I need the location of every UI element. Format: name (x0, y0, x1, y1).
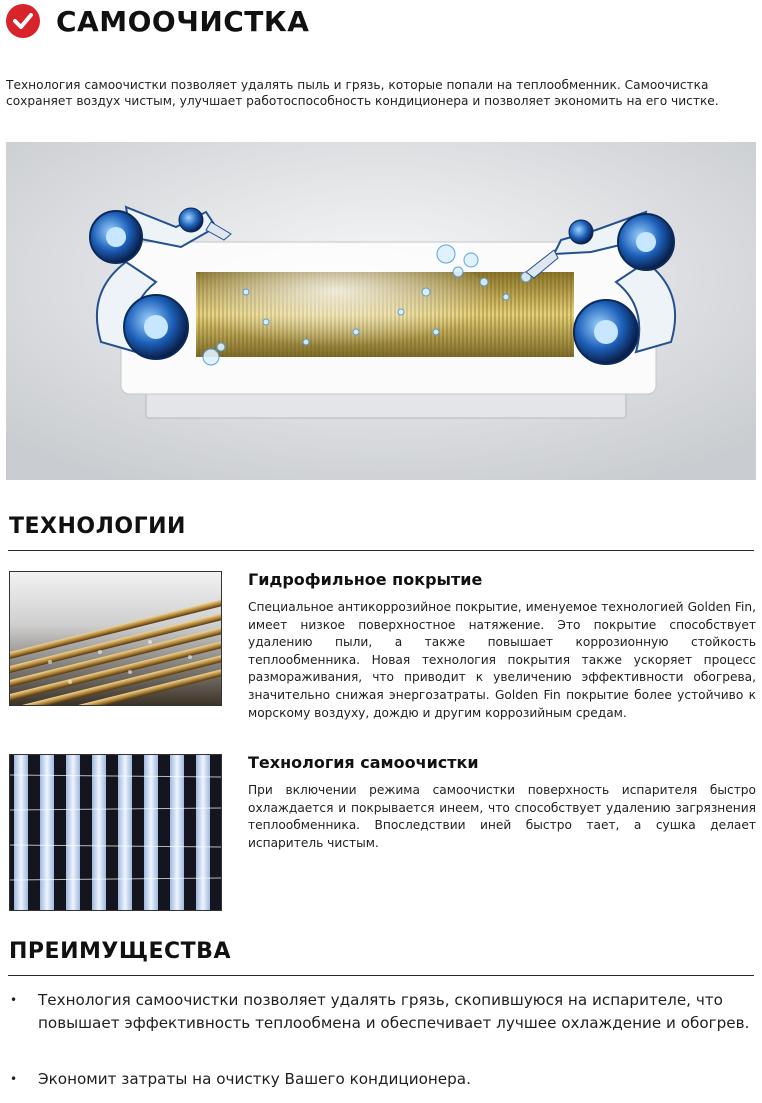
hydrophilic-coating-image (9, 571, 222, 706)
self-cleaning-frost-image (9, 754, 222, 911)
section-title-advantages: ПРЕИМУЩЕСТВА (9, 939, 231, 964)
section-divider (8, 975, 754, 976)
advantage-item: • Технология самоочистки позволяет удалять грязь, скопившуюся на испарителе, что повышает эффективность теплообмена и обеспечивает лучшее охлаждение и обогрев. (8, 989, 756, 1035)
tech-heading-self-cleaning: Технология самоочистки (248, 753, 479, 772)
page-header (6, 4, 309, 38)
intro-paragraph: Технология самоочистки позволяет удалять пыль и грязь, которые попали на теплообменник. Самоочистка сохраняет воздух чистым, улучшает работоспособность кондиционера и позволяет экономить на его чистке. (6, 78, 719, 108)
check-circle-icon (6, 4, 40, 38)
bullet-icon: • (10, 993, 18, 1007)
advantage-item: • Экономит затраты на очистку Вашего кондиционера. (8, 1068, 756, 1091)
section-title-technologies: ТЕХНОЛОГИИ (9, 514, 186, 539)
bullet-icon: • (10, 1072, 18, 1086)
tech-text-hydrophilic: Специальное антикоррозийное покрытие, именуемое технологией Golden Fin, имеет низкое поверхностное натяжение. Это покрытие способствует удалению пыли, а также повышает коррозионную стойкость теплообменника. Новая технология покрытия также ускоряет процесс размораживания, что приводит к увеличению эффективности обогрева, значительно снижая энергозатраты. Golden Fin покрытие более устойчиво к морскому воздуху, дождю и другим коррозийным средам. (248, 600, 756, 720)
tech-text-self-cleaning: При включении режима самоочистки поверхность испарителя быстро охлаждается и покрывается инеем, что способствует удалению загрязнения теплообменника. Впоследствии иней быстро тает, а сушка делает испаритель чистым. (248, 783, 756, 850)
section-divider (8, 550, 754, 551)
hero-image (6, 142, 756, 480)
tech-heading-hydrophilic: Гидрофильное покрытие (248, 570, 483, 589)
page-title: САМООЧИСТКА (56, 4, 310, 38)
